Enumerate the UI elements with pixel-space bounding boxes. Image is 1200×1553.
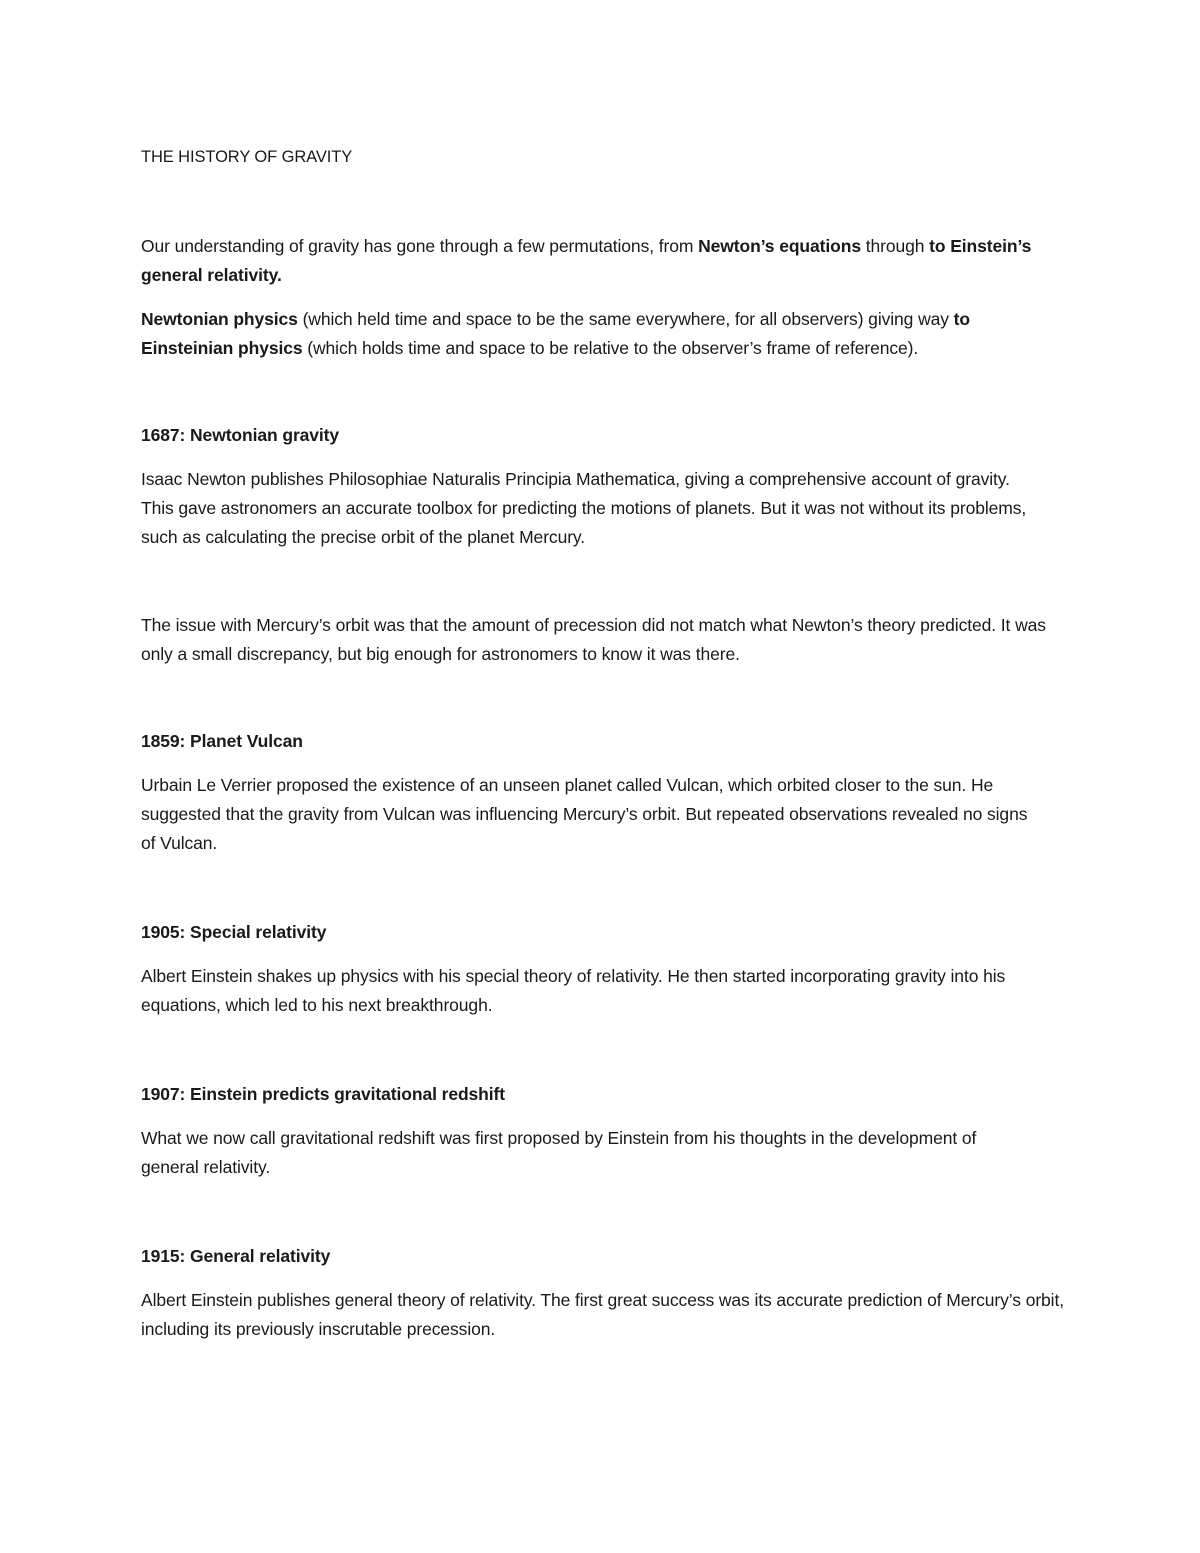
- section-heading: 1915: General relativity: [141, 1246, 331, 1266]
- intro-bold-text: Newton’s equations: [698, 236, 861, 256]
- section-paragraph: Urbain Le Verrier proposed the existence of an unseen planet called Vulcan, which orbited closer to the sun. He suggested that the gravity from Vulcan was influencing Mercury’s orbit. But repeated observations revealed no signs of Vulcan.: [141, 775, 1028, 853]
- intro-paragraph-2: [141, 305, 1061, 363]
- intro-paragraph-1: [141, 232, 1046, 290]
- section-heading: 1687: Newtonian gravity: [141, 425, 340, 445]
- section-heading: 1905: Special relativity: [141, 922, 327, 942]
- intro-text: (which held time and space to be the same everywhere, for all observers) giving way: [297, 309, 954, 329]
- intro-text: through: [860, 236, 930, 256]
- section-paragraph: What we now call gravitational redshift was first proposed by Einstein from his thoughts in the development of general relativity.: [141, 1128, 977, 1177]
- section-paragraph: Albert Einstein shakes up physics with his special theory of relativity. He then started incorporating gravity into his equations, which led to his next breakthrough.: [141, 966, 1006, 1015]
- intro-text: (which holds time and space to be relative to the observer’s frame of reference).: [302, 338, 919, 358]
- document-title: THE HISTORY OF GRAVITY: [141, 148, 353, 166]
- section-heading: 1907: Einstein predicts gravitational redshift: [141, 1084, 505, 1104]
- intro-text: Our understanding of gravity has gone through a few permutations, from: [141, 236, 699, 256]
- intro-bold-text: to Einstein’s general relativity.: [141, 236, 1032, 285]
- intro-bold-text: to Einsteinian physics: [141, 309, 970, 358]
- document-body: [141, 146, 1071, 1344]
- section-paragraph: The issue with Mercury’s orbit was that the amount of precession did not match what Newton’s theory predicted. It was only a small discrepancy, but big enough for astronomers to know it was there.: [141, 615, 1046, 664]
- section-paragraph: Isaac Newton publishes Philosophiae Naturalis Principia Mathematica, giving a comprehensive account of gravity. This gave astronomers an accurate toolbox for predicting the motions of planets. But it was not without its problems, such as calculating the precise orbit of the planet Mercury.: [141, 469, 1027, 547]
- section-heading: 1859: Planet Vulcan: [141, 731, 303, 751]
- intro-bold-text: Newtonian physics: [141, 309, 298, 329]
- section-paragraph: Albert Einstein publishes general theory of relativity. The first great success was its accurate prediction of Mercury’s orbit, including its previously inscrutable precession.: [141, 1290, 1064, 1339]
